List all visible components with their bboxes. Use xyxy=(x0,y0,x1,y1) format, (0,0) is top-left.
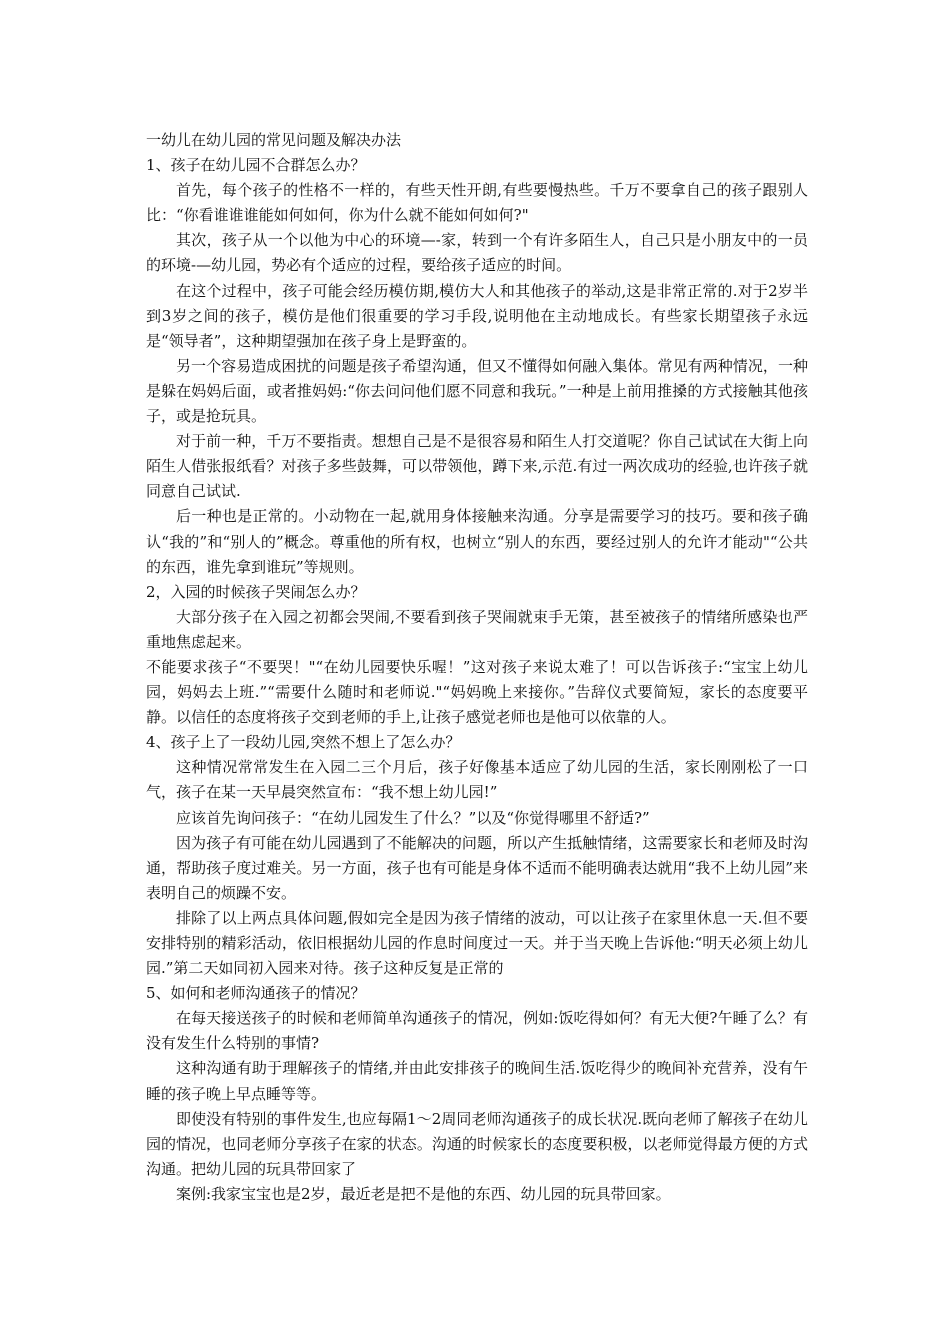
paragraph: 其次，孩子从一个以他为中心的环境—-家，转到一个有许多陌生人，自己只是小朋友中的一员的环境-—幼儿园，势必有个适应的过程，要给孩子适应的时间。 xyxy=(146,231,808,275)
paragraph: 这种情况常常发生在入园二三个月后，孩子好像基本适应了幼儿园的生活，家长刚刚松了一口气，孩子在某一天早晨突然宣布：“我不想上幼儿园!” xyxy=(146,758,808,802)
paragraph: 即使没有特别的事件发生,也应每隔1～2周同老师沟通孩子的成长状况.既向老师了解孩子在幼儿园的情况，也同老师分享孩子在家的状态。沟通的时候家长的态度要积极，以老师觉得最方便的方式沟通。把幼儿园的玩具带回家了 xyxy=(146,1109,808,1178)
paragraph: 对于前一种，千万不要指责。想想自己是不是很容易和陌生人打交道呢？你自己试试在大街上向陌生人借张报纸看？对孩子多些鼓舞，可以带领他，蹲下来,示范.有过一两次成功的经验,也许孩子就同意自己试试. xyxy=(146,432,808,501)
section-heading: 5、如何和老师沟通孩子的情况？ xyxy=(146,984,366,1003)
paragraph: 后一种也是正常的。小动物在一起,就用身体接触来沟通。分享是需要学习的技巧。要和孩子确认“我的”和“别人的”概念。尊重他的所有权，也树立“别人的东西，要经过别人的允许才能动"“公共的东西，谁先拿到谁玩”等规则。 xyxy=(146,507,808,576)
paragraph: 不能要求孩子“不要哭！"“在幼儿园要快乐喔！”这对孩子来说太难了！可以告诉孩子:“宝宝上幼儿园，妈妈去上班.”“需要什么随时和老师说."“妈妈晚上来接你。”告辞仪式要简短，家长的态度要平静。以信任的态度将孩子交到老师的手上,让孩子感觉老师也是他可以依靠的人。 xyxy=(146,657,808,727)
section-heading: 1、孩子在幼儿园不合群怎么办？ xyxy=(146,156,366,175)
document-title: 一幼儿在幼儿园的常见问题及解决办法 xyxy=(146,131,402,149)
paragraph: 在每天接送孩子的时候和老师简单沟通孩子的情况，例如:饭吃得如何？有无大便?午睡了么？有没有发生什么特别的事情? xyxy=(146,1009,808,1053)
document-page xyxy=(146,128,808,1207)
section-heading: 2，入园的时候孩子哭闹怎么办？ xyxy=(146,582,366,601)
paragraph: 排除了以上两点具体问题,假如完全是因为孩子情绪的波动，可以让孩子在家里休息一天.但不要安排特别的精彩活动，依旧根据幼儿园的作息时间度过一天。并于当天晚上告诉他:“明天必须上幼儿园.”第二天如同初入园来对待。孩子这种反复是正常的 xyxy=(146,908,808,978)
paragraph: 应该首先询问孩子：“在幼儿园发生了什么？”以及“你觉得哪里不舒适?” xyxy=(176,808,650,827)
paragraph: 大部分孩子在入园之初都会哭闹,不要看到孩子哭闹就束手无策，甚至被孩子的情绪所感染也严重地焦虑起来。 xyxy=(146,607,808,651)
paragraph: 这种沟通有助于理解孩子的情绪,并由此安排孩子的晚间生活.饭吃得少的晚间补充营养，没有午睡的孩子晚上早点睡等等。 xyxy=(146,1059,808,1103)
paragraph: 案例:我家宝宝也是2岁，最近老是把不是他的东西、幼儿园的玩具带回家。 xyxy=(176,1184,671,1203)
paragraph: 因为孩子有可能在幼儿园遇到了不能解决的问题，所以产生抵触情绪，这需要家长和老师及时沟通，帮助孩子度过难关。另一方面，孩子也有可能是身体不适而不能明确表达就用“我不上幼儿园”来表明自己的烦躁不安。 xyxy=(146,833,808,902)
paragraph: 首先，每个孩子的性格不一样的，有些天性开朗,有些要慢热些。千万不要拿自己的孩子跟别人比：“你看谁谁谁能如何如何，你为什么就不能如何如何?" xyxy=(146,181,808,225)
paragraph: 另一个容易造成困扰的问题是孩子希望沟通，但又不懂得如何融入集体。常见有两种情况，一种是躲在妈妈后面，或者推妈妈:“你去问问他们愿不同意和我玩。”一种是上前用推搡的方式接触其他孩子，或是抢玩具。 xyxy=(146,356,808,426)
paragraph: 在这个过程中，孩子可能会经历模仿期,模仿大人和其他孩子的举动,这是非常正常的.对于2岁半到3岁之间的孩子，模仿是他们很重要的学习手段,说明他在主动地成长。有些家长期望孩子永远是“领导者”，这种期望强加在孩子身上是野蛮的。 xyxy=(146,281,808,350)
document-body xyxy=(146,153,808,1207)
section-heading: 4、孩子上了一段幼儿园,突然不想上了怎么办？ xyxy=(146,733,461,752)
